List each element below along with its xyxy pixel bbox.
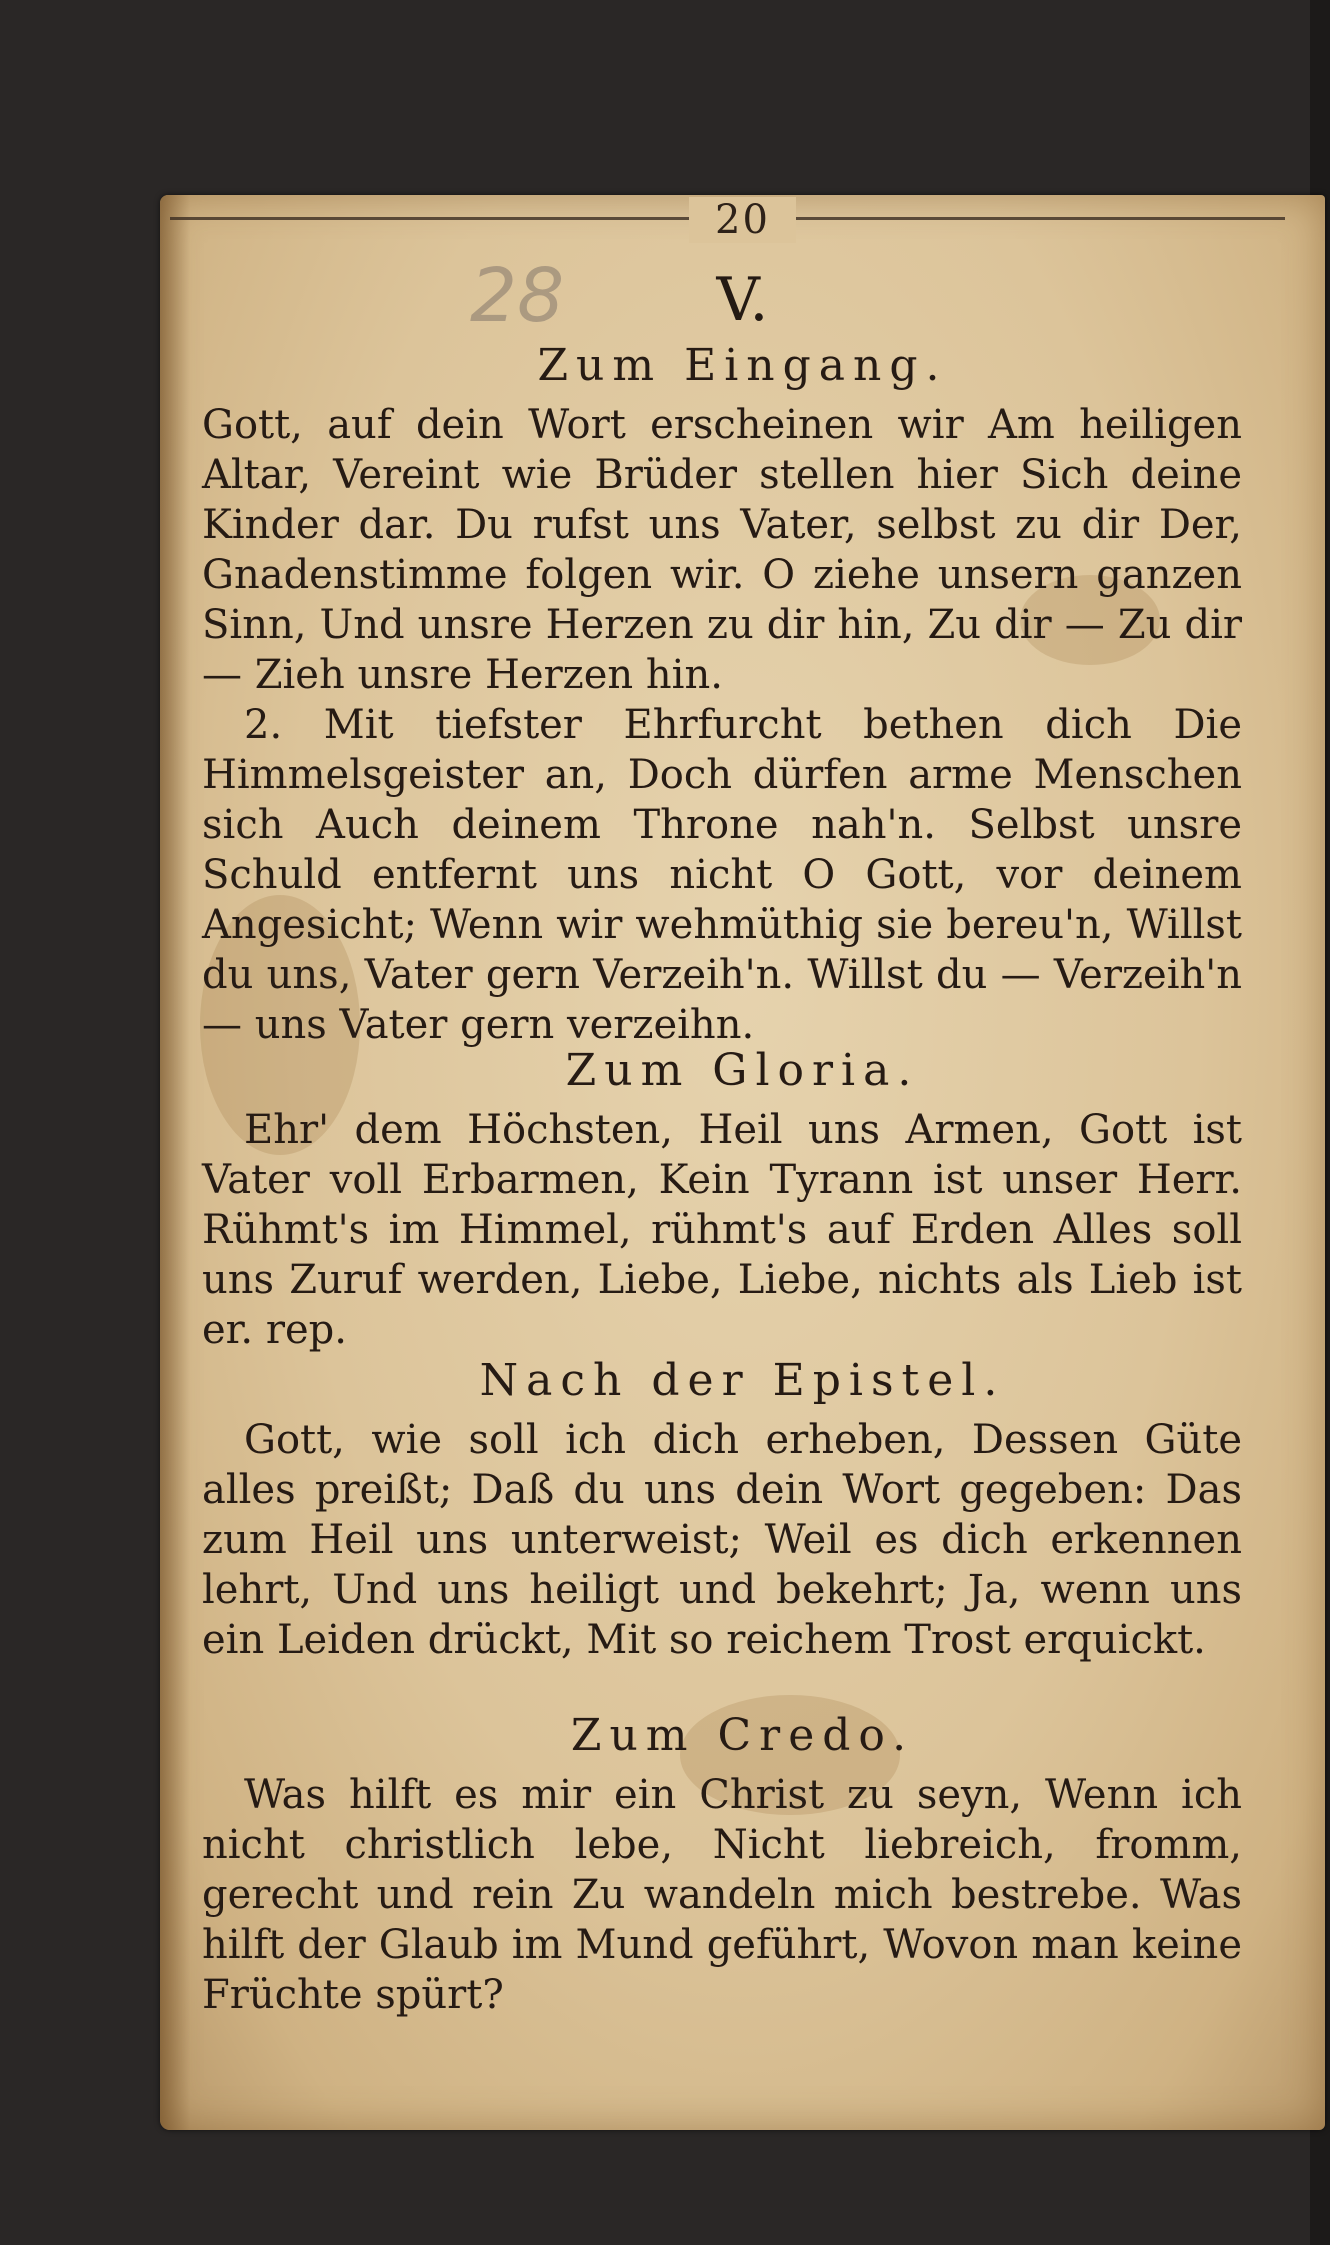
heading-zum-gloria: Zum Gloria. bbox=[565, 1045, 920, 1096]
heading-zum-eingang: Zum Eingang. bbox=[537, 340, 948, 391]
paragraph: 2. Mit tiefster Ehrfurcht bethen dich Die Himmelsgeister an, Doch dürfen arme Menschen sich Auch deinem Throne nah'n. Selbst unsre Schuld entfernt uns nicht O Gott, vor deinem Angesicht; Wenn wir wehmüthig sie bereu'n, Willst du uns, Vater gern Verzeih'n. Willst du — Verzeih'n — uns Vater gern verzeihn. bbox=[202, 702, 1242, 1048]
text-zum-credo bbox=[202, 1770, 1242, 2020]
pencil-note: 28 bbox=[470, 253, 565, 339]
paragraph: Gott, auf dein Wort erscheinen wir Am heiligen Altar, Vereint wie Brüder stellen hier Sich deine Kinder dar. Du rufst uns Vater, selbst zu dir Der, Gnadenstimme folgen wir. O ziehe unsern ganzen Sinn, Und unsre Herzen zu dir hin, Zu dir — Zu dir — Zieh unsre Herzen hin. bbox=[202, 402, 1242, 698]
book-page bbox=[160, 195, 1325, 2130]
page-edge-shadow bbox=[160, 195, 190, 2130]
text-zum-eingang bbox=[202, 400, 1242, 1050]
paragraph: Was hilft es mir ein Christ zu seyn, Wenn ich nicht christlich lebe, Nicht liebreich, fromm, gerecht und rein Zu wandeln mich bestrebe. Was hilft der Glaub im Mund geführt, Wovon man keine Früchte spürt? bbox=[202, 1772, 1242, 2018]
page-number: 20 bbox=[160, 197, 1325, 243]
paragraph: Gott, wie soll ich dich erheben, Dessen Güte alles preißt; Daß du uns dein Wort gegeben: Das zum Heil uns unterweist; Weil es dich erkennen lehrt, Und uns heiligt und bekehrt; Ja, wenn uns ein Leiden drückt, Mit so reichem Trost erquickt. bbox=[202, 1417, 1242, 1663]
text-zum-gloria bbox=[202, 1105, 1242, 1355]
heading-nach-der-epistel: Nach der Epistel. bbox=[479, 1355, 1006, 1406]
text-nach-der-epistel bbox=[202, 1415, 1242, 1665]
section-numeral: V. bbox=[716, 265, 769, 335]
heading-zum-credo: Zum Credo. bbox=[570, 1710, 915, 1761]
paragraph: Ehr' dem Höchsten, Heil uns Armen, Gott ist Vater voll Erbarmen, Kein Tyrann ist unser Herr. Rühmt's im Himmel, rühmt's auf Erden Alles soll uns Zuruf werden, Liebe, Liebe, nichts als Lieb ist er. rep. bbox=[202, 1107, 1242, 1353]
